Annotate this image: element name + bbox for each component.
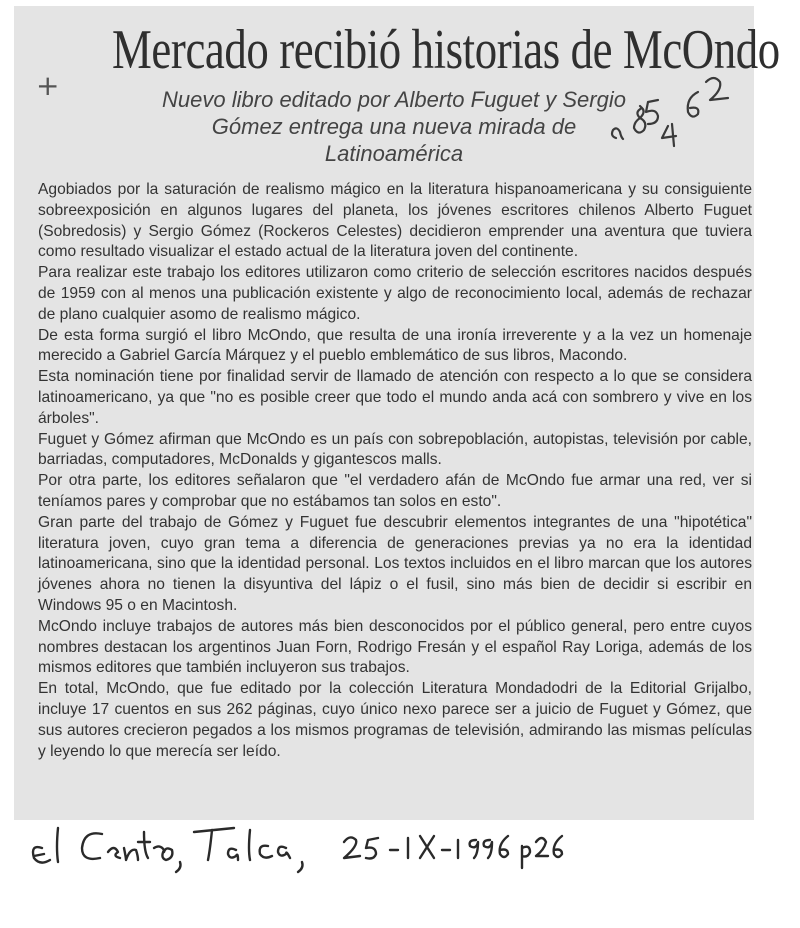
handwritten-source-drawing — [28, 818, 568, 878]
headline: Mercado recibió historias de McOndo — [112, 19, 780, 81]
article-paragraph: McOndo incluye trabajos de autores más bien desconocidos por el público general, pero entre cuyos nombres destacan los argentinos Juan Forn, Rodrigo Fresán y el español Ray Loriga, además de los mismos editores que también incluyeron sus trabajos. — [38, 617, 752, 677]
handwritten-corner-note-drawing — [606, 68, 736, 158]
article-paragraph: Para realizar este trabajo los editores utilizaron como criterio de selección escritores nacidos después de 1959 con al menos una publicación existente y algo de reconocimiento local, además de rechazar de plano cualquier asomo de realismo mágico. — [38, 264, 752, 323]
plus-mark: + — [36, 69, 60, 102]
handwritten-source-line — [28, 818, 568, 878]
subtitle — [104, 86, 684, 167]
article-paragraph: Gran parte del trabajo de Gómez y Fuguet fue descubrir elementos integrantes de una "hipotética" literatura joven, cuyo gran tema a diferencia de generaciones previas ya no era la identidad latinoamericana, sino que la identidad personal. Los textos incluidos en el libro marcan que los autores jóvenes ahora no tienen la disyuntiva del lápiz o el fusil, sino más bien de decidir si escribir en Windows 95 o en Macintosh. — [38, 513, 752, 614]
article-paragraph: De esta forma surgió el libro McOndo, que resulta de una ironía irreverente y a la vez un homenaje merecido a Gabriel García Márquez y el pueblo emblemático de sus libros, Macondo. — [38, 326, 752, 365]
article-paragraph: Fuguet y Gómez afirman que McOndo es un país con sobrepoblación, autopistas, televisión por cable, barriadas, computadores, McDonalds y gigantescos malls. — [38, 430, 752, 469]
article-body — [38, 180, 752, 762]
article-paragraph: En total, McOndo, que fue editado por la colección Literatura Mondadodri de la Editorial Grijalbo, incluye 17 cuentos en sus 262 páginas, cuyo único nexo parece ser a juicio de Fuguet y Gómez, que sus autores crecieron pegados a los mismos programas de televisión, admirando las mismas películas y leyendo lo que merecía ser leído. — [38, 680, 752, 760]
article-paragraph: Por otra parte, los editores señalaron que "el verdadero afán de McOndo fue armar una red, ver si teníamos pares y comprobar que no estábamos tan solos en esto". — [38, 472, 752, 510]
handwritten-corner-note — [606, 68, 736, 158]
article-paragraph: Esta nominación tiene por finalidad servir de llamado de atención con respecto a lo que se considera latinoamericano, ya que "no es posible creer que todo el mundo anda acá con sombrero y vive en los árboles". — [38, 368, 752, 427]
subtitle-line: Gómez entrega una nueva mirada de — [211, 114, 577, 139]
subtitle-line: Latinoamérica — [324, 141, 464, 166]
subtitle-line: Nuevo libro editado por Alberto Fuguet y Sergio — [162, 87, 626, 112]
article-paragraph: Agobiados por la saturación de realismo mágico en la literatura hispanoamericana y su consiguiente sobreexposición en algunos lugares del planeta, los jóvenes escritores chilenos Alberto Fuguet (Sobredosis) y Sergio Gómez (Rockeros Celestes) decidieron emprender una aventura que tuviera como resultado visualizar el estado actual de la literatura joven del continente. — [38, 181, 752, 261]
